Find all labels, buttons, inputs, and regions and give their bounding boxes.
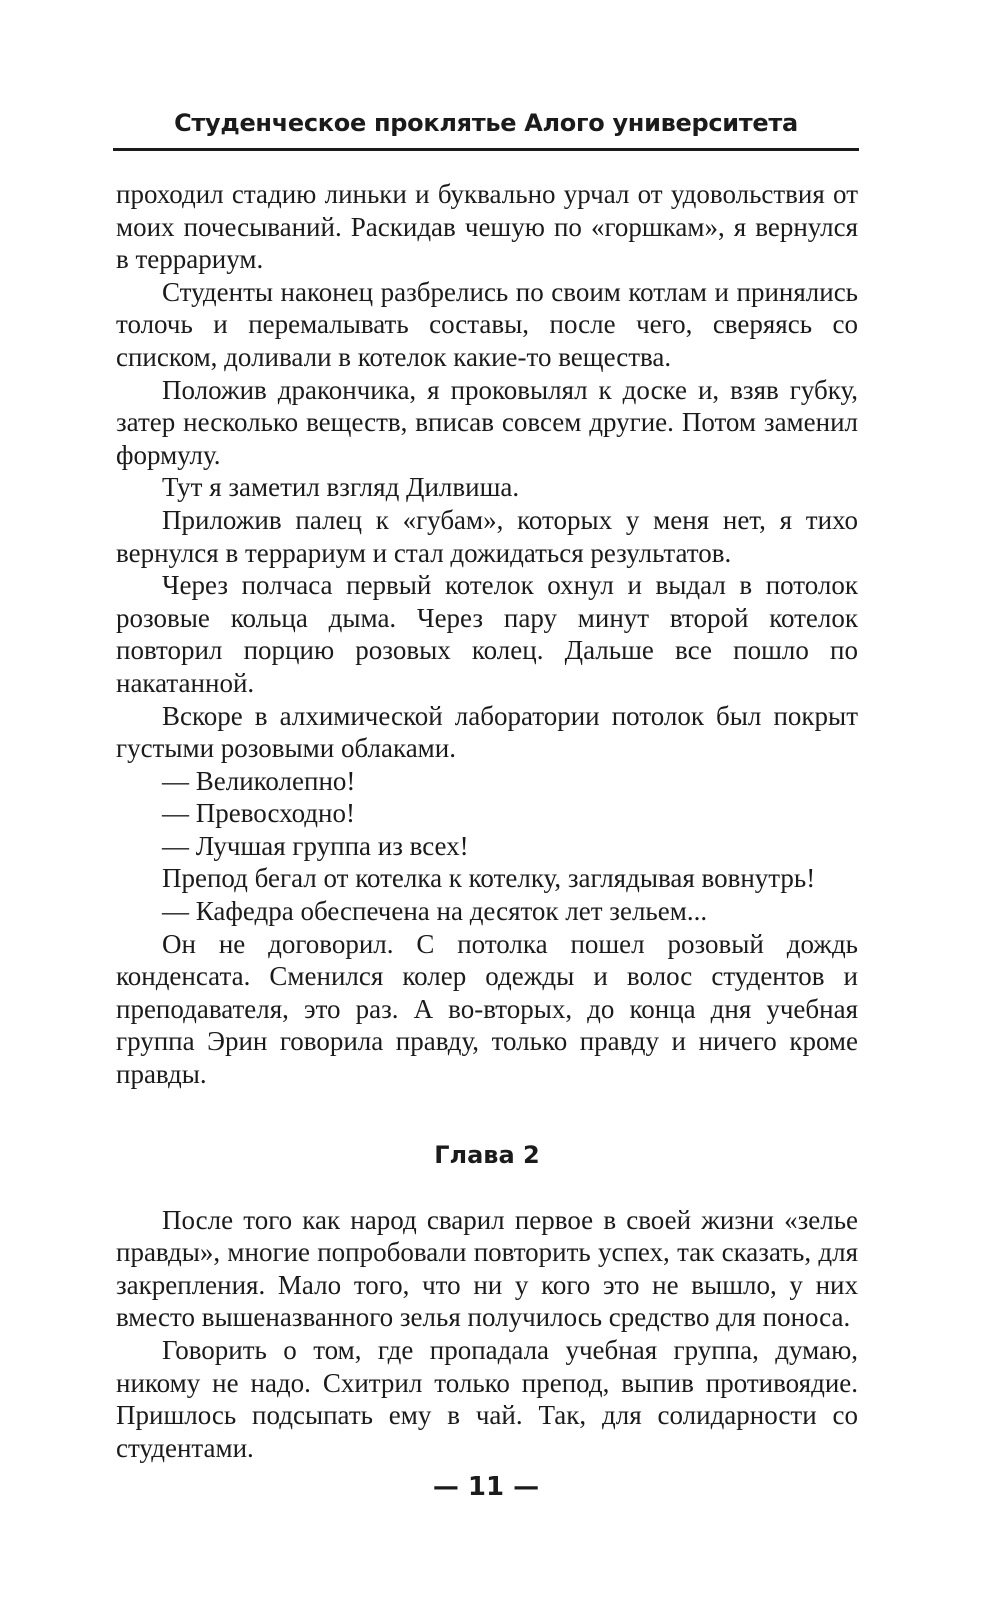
- paragraph: Вскоре в алхимической лаборатории потолок был покрыт густыми розовыми облаками.: [116, 700, 858, 764]
- paragraph: Приложив палец к «губам», которых у меня нет, я тихо вернулся в террариум и стал дожидаться результатов.: [116, 504, 858, 568]
- paragraph: проходил стадию линьки и буквально урчал от удовольствия от моих почесываний. Раскидав чешую по «горшкам», я вернулся в террариум.: [116, 179, 858, 275]
- paragraph: Говорить о том, где пропадала учебная группа, думаю, никому не надо. Схитрил только препод, выпив противоядие. Пришлось подсыпать ему в чай. Так, для солидарности со студентами.: [116, 1335, 858, 1463]
- dialogue-line: — Кафедра обеспечена на десяток лет зельем...: [162, 896, 708, 927]
- paragraph: Положив дракончика, я проковылял к доске и, взяв губку, затер несколько веществ, вписав совсем другие. Потом заменил формулу.: [116, 374, 858, 470]
- chapter-title: Глава 2: [434, 1140, 540, 1169]
- running-header-title: Студенческое проклятье Алого университета: [174, 109, 798, 137]
- page-number: — 11 —: [432, 1472, 540, 1502]
- paragraph: После того как народ сварил первое в своей жизни «зелье правды», многие попробовали повторить успех, так сказать, для закрепления. Мало того, что ни у кого это не вышло, у них вместо вышеназванного зелья получилось средство для поноса.: [116, 1204, 858, 1333]
- dialogue-line: — Лучшая группа из всех!: [162, 830, 469, 861]
- paragraph: Препод бегал от котелка к котелку, заглядывая вовнутрь!: [162, 863, 816, 894]
- page-body: [116, 178, 858, 1464]
- paragraph: Он не договорил. С потолка пошел розовый дождь конденсата. Сменился колер одежды и волос студентов и преподавателя, это раз. А во-вторых, до конца дня учебная группа Эрин говорила правду, только правду и ничего кроме правды.: [116, 928, 858, 1090]
- header-rule: [113, 148, 859, 151]
- paragraph: Через полчаса первый котелок охнул и выдал в потолок розовые кольца дыма. Через пару минут второй котелок повторил порцию розовых колец. Дальше все пошло по накатанной.: [116, 570, 858, 698]
- dialogue-line: — Великолепно!: [162, 765, 356, 796]
- paragraph: Тут я заметил взгляд Дилвиша.: [162, 472, 520, 503]
- dialogue-line: — Превосходно!: [162, 798, 355, 829]
- paragraph: Студенты наконец разбрелись по своим котлам и принялись толочь и перемалывать составы, после чего, сверяясь со списком, доливали в котелок какие-то вещества.: [116, 276, 858, 372]
